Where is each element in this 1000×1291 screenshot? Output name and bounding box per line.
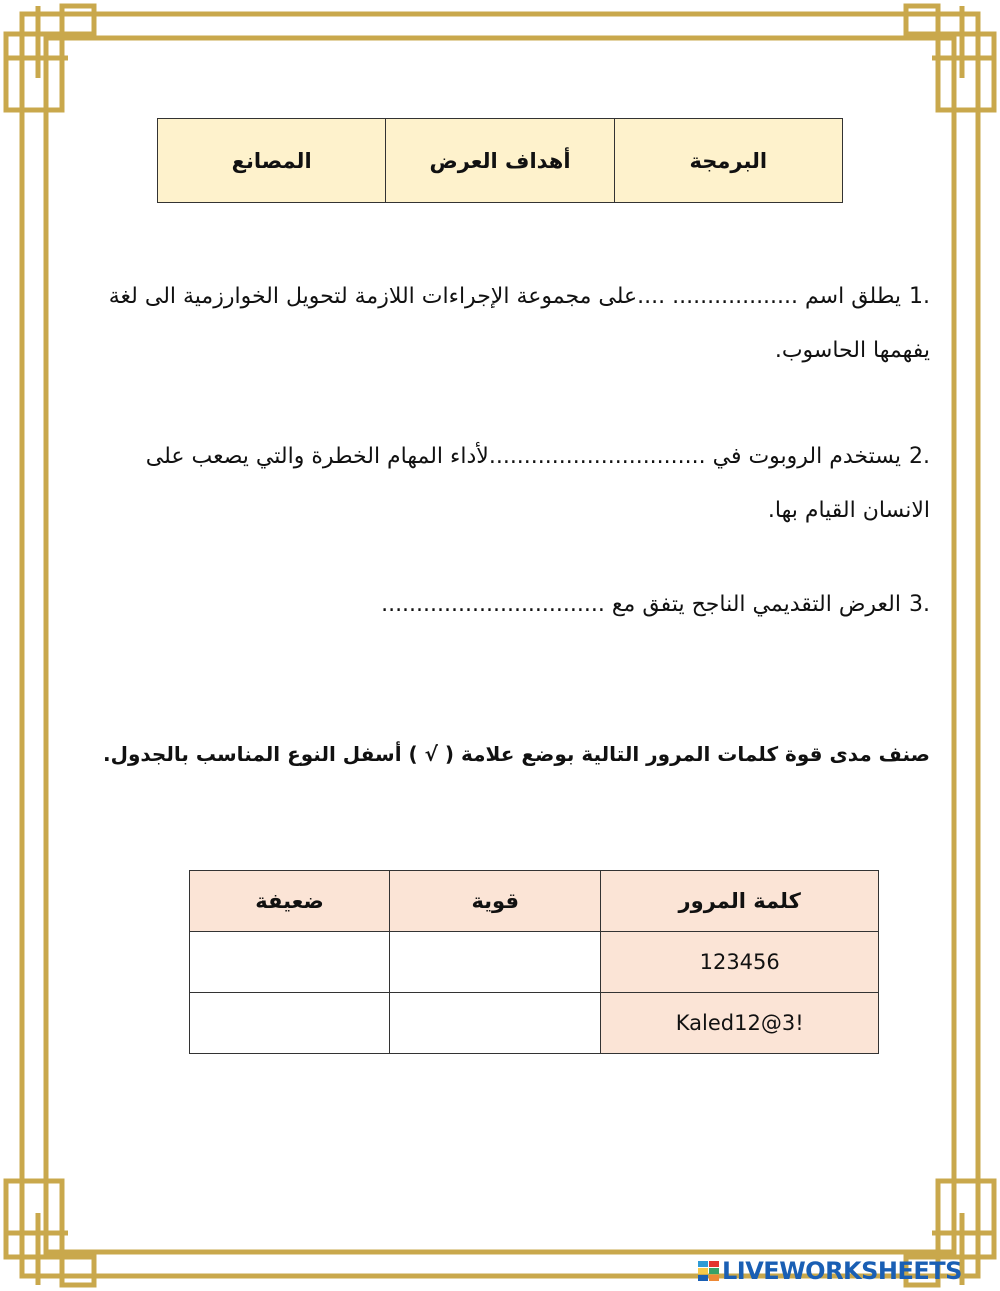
table-row <box>190 932 879 993</box>
question-text: العرض التقديمي الناجح يتفق مع ................................ <box>381 592 901 617</box>
word-bank-item[interactable]: البرمجة <box>614 119 842 203</box>
weak-answer-cell[interactable] <box>190 993 390 1054</box>
logo-icon <box>698 1261 719 1281</box>
word-bank-item[interactable]: أهداف العرض <box>386 119 614 203</box>
question-3 <box>70 578 930 632</box>
header-password: كلمة المرور <box>601 871 879 932</box>
word-bank-item[interactable]: المصانع <box>158 119 386 203</box>
word-bank-table <box>157 118 843 203</box>
table-header-row <box>190 871 879 932</box>
instruction-text: صنف مدى قوة كلمات المرور التالية بوضع علامة ( √ ) أسفل النوع المناسب بالجدول. <box>103 742 930 766</box>
table-row <box>190 993 879 1054</box>
strong-answer-cell[interactable] <box>390 993 601 1054</box>
password-cell: 123456 <box>601 932 879 993</box>
question-text: يستخدم الروبوت في ...............................لأداء المهام الخطرة والتي يصعب على الانسان القيام بها. <box>145 444 930 523</box>
password-table <box>189 870 879 1054</box>
password-cell: Kaled12@3! <box>601 993 879 1054</box>
liveworksheets-logo[interactable] <box>698 1258 962 1284</box>
header-strong: قوية <box>390 871 601 932</box>
logo-text: LIVEWORKSHEETS <box>722 1257 962 1285</box>
header-weak: ضعيفة <box>190 871 390 932</box>
question-1 <box>70 270 930 378</box>
question-number: .3 <box>909 592 930 617</box>
question-number: .2 <box>909 444 930 469</box>
weak-answer-cell[interactable] <box>190 932 390 993</box>
question-2 <box>110 430 930 538</box>
strong-answer-cell[interactable] <box>390 932 601 993</box>
question-text: يطلق اسم .................. ....على مجموعة الإجراءات اللازمة لتحويل الخوارزمية الى لغة يفهمها الحاسوب. <box>108 284 930 363</box>
question-number: .1 <box>909 284 930 309</box>
